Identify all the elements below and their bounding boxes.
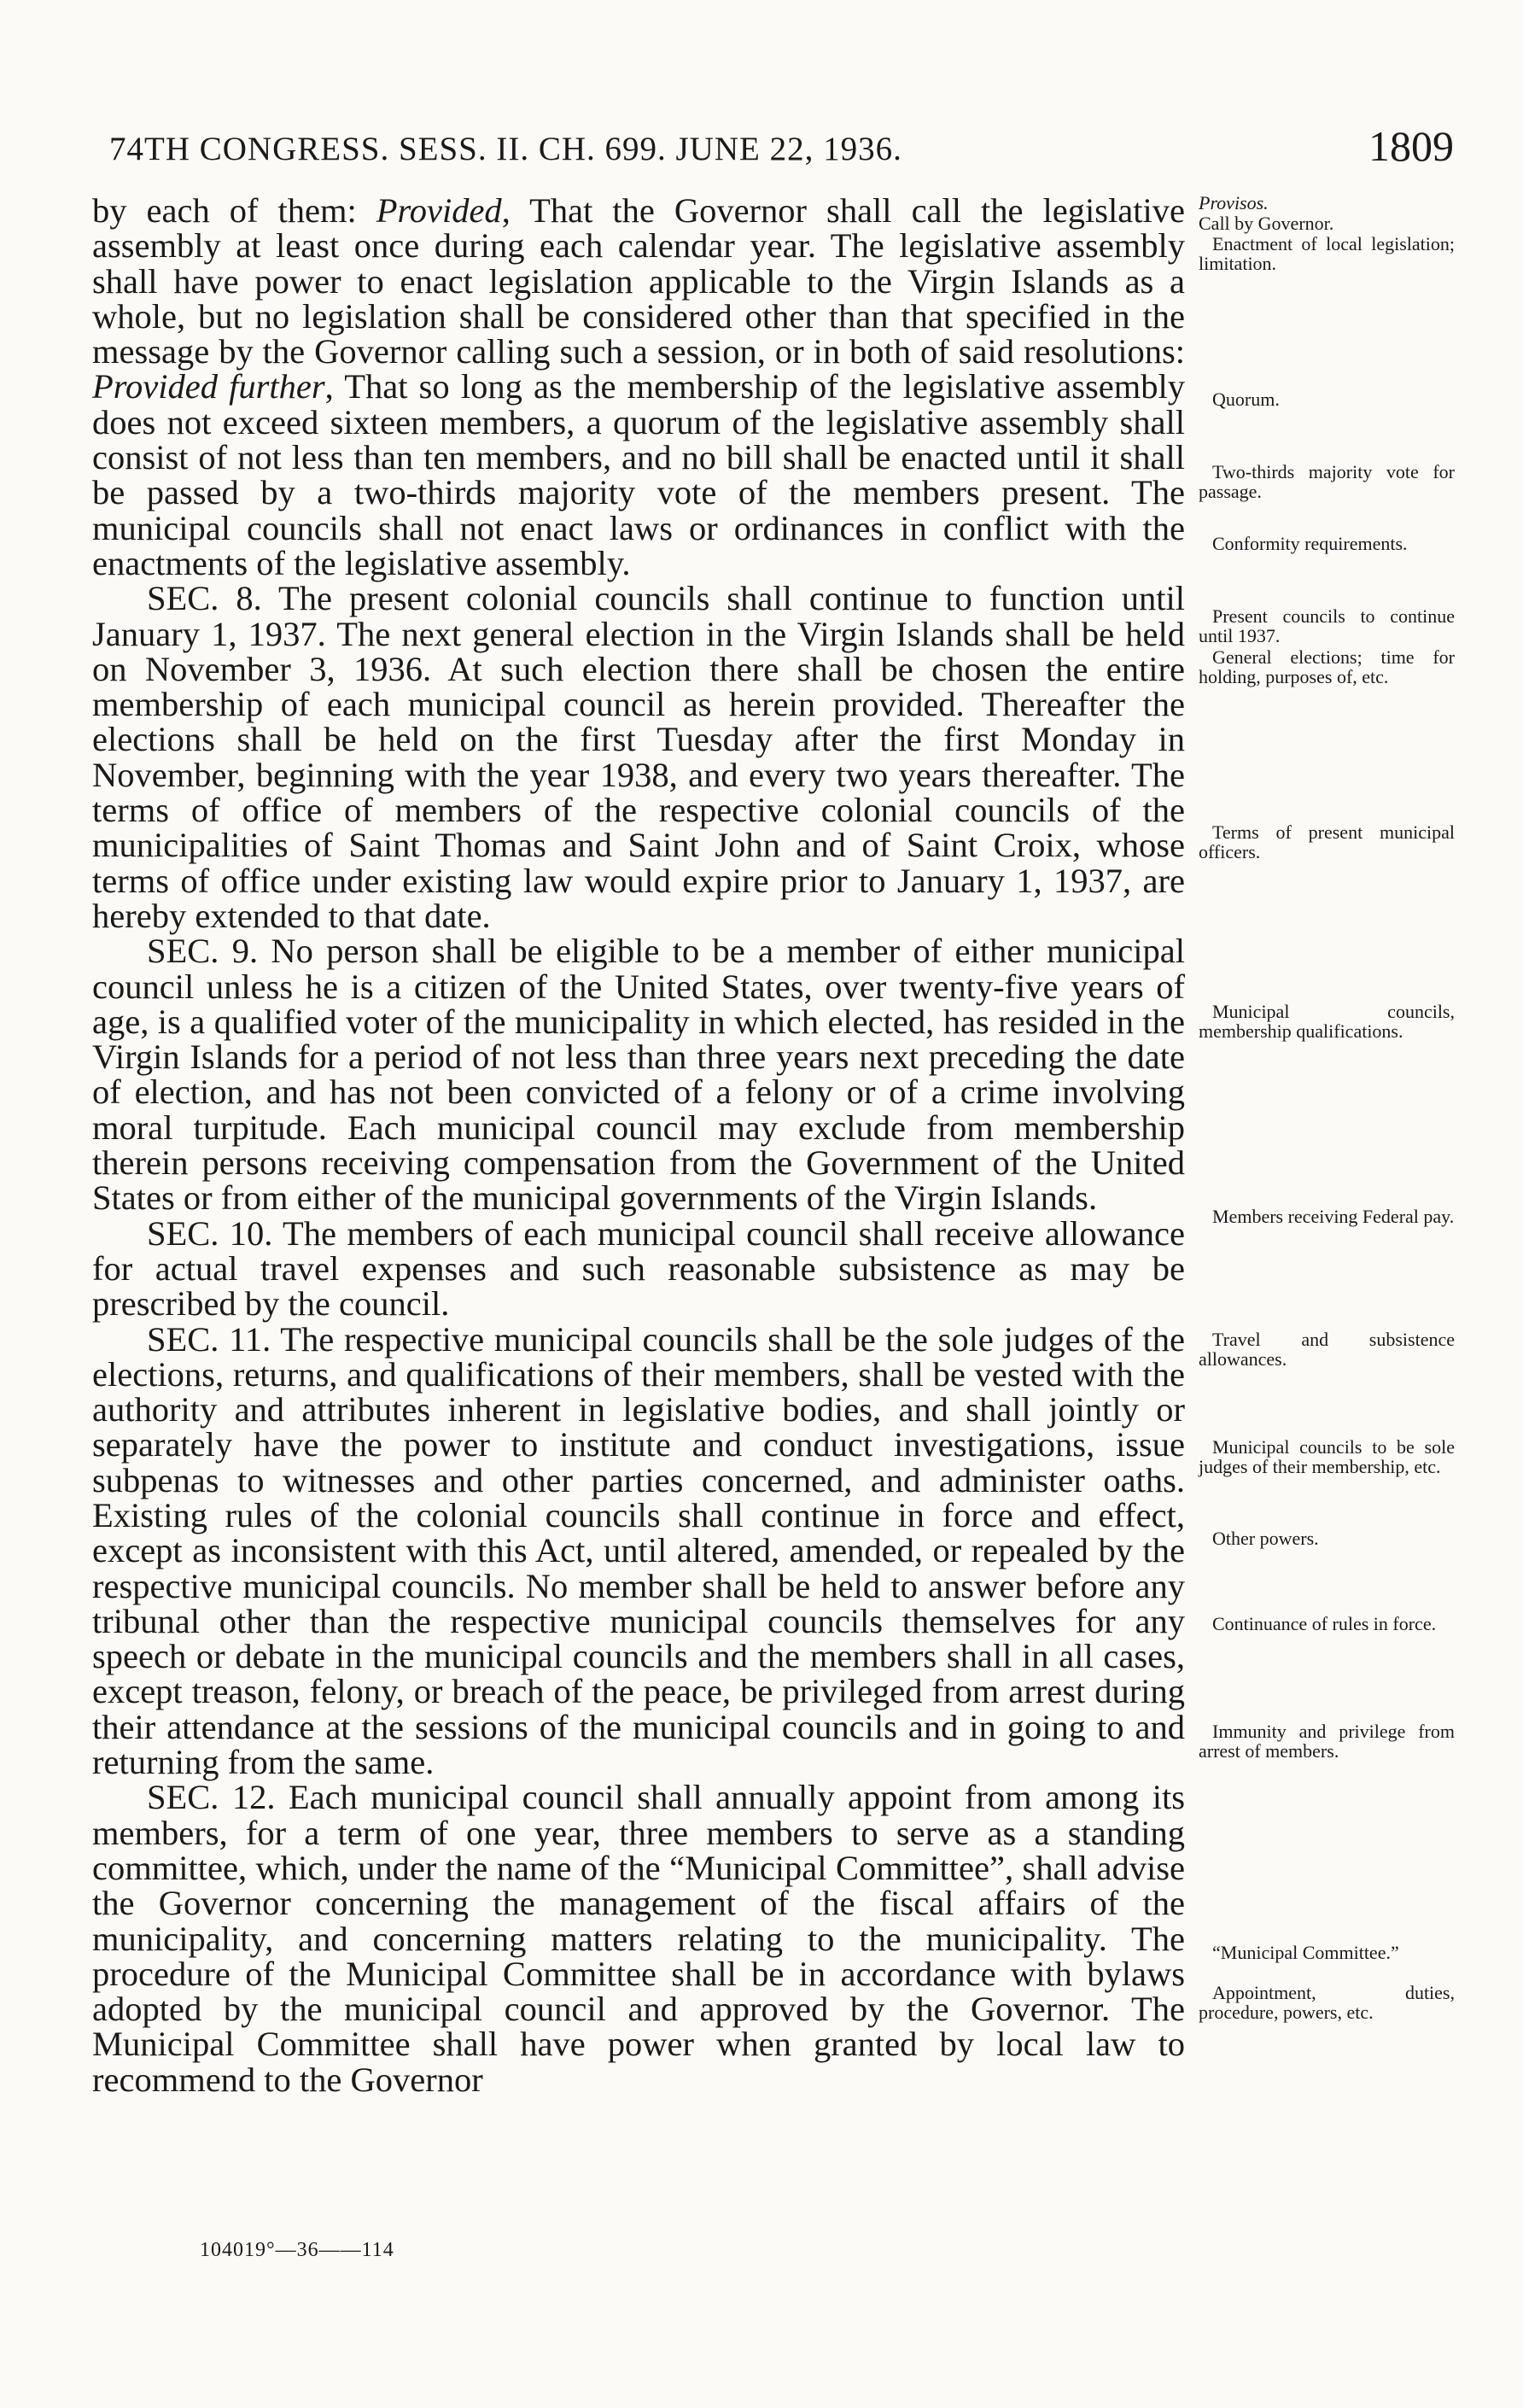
margin-note-enactment: Enactment of local legislation; limitation. xyxy=(1199,233,1455,274)
print-code: 104019°—36——114 xyxy=(200,2239,394,2261)
margin-note-quorum: Quorum. xyxy=(1212,389,1280,410)
running-head: 74TH CONGRESS. SESS. II. CH. 699. JUNE 22, 1936. xyxy=(109,131,902,167)
margin-note-membership-qualifications: Municipal councils, membership qualifications. xyxy=(1199,1001,1455,1042)
running-header xyxy=(109,121,1454,190)
margin-note-sole-judges: Municipal councils to be sole judges of their membership, etc. xyxy=(1199,1436,1455,1477)
paragraph: SEC. 8. The present colonial councils shall continue to function until January 1, 1937. The next general election in the Virgin Islands shall be held on November 3, 1936. At such election there shall be chosen the entire membership of each municipal council as herein provided. Thereafter the elections shall be held on the first Tuesday after the first Monday in November, beginning with the year 1938, and every two years thereafter. The terms of office of members of the respective colonial councils of the municipalities of Saint Thomas and Saint John and of Saint Croix, whose terms of office under existing law would expire prior to January 1, 1937, are hereby extended to that date. xyxy=(92,579,1185,935)
margin-note-present-councils: Present councils to continue until 1937. xyxy=(1199,605,1455,646)
margin-note-conformity: Conformity requirements. xyxy=(1212,533,1408,554)
margin-note-federal-pay: Members receiving Federal pay. xyxy=(1212,1206,1455,1227)
paragraph: SEC. 11. The respective municipal councils shall be the sole judges of the elections, returns, and qualifications of their members, shall be vested with the authority and attributes inherent in legislative bodies, and shall jointly or separately have the power to institute and conduct investigations, issue subpenas to witnesses and other parties concerned, and administer oaths. Existing rules of the colonial councils shall continue in force and effect, except as inconsistent with this Act, until altered, amended, or repealed by the respective municipal councils. No member shall be held to answer before any tribunal other than the respective municipal councils themselves for any speech or debate in the municipal councils and the members shall in all cases, except treason, felony, or breach of the peace, be privileged from arrest during their attendance at the sessions of the municipal councils and in going to and returning from the same. xyxy=(92,1319,1185,1782)
page-number: 1809 xyxy=(1368,122,1454,170)
paragraph: SEC. 12. Each municipal council shall annually appoint from among its members, for a term of one year, three members to serve as a standing committee, which, under the name of the “Municipal Committee”, shall advise the Governor concerning the management of the fiscal affairs of the municipality, and concerning matters relating to the municipality. The procedure of the Municipal Committee shall be in accordance with bylaws adopted by the municipal council and approved by the Governor. The Municipal Committee shall have power when granted by local law to recommend to the Governor xyxy=(92,1778,1185,2099)
margin-note-municipal-committee: “Municipal Committee.” xyxy=(1212,1942,1399,1963)
margin-note-appointment: Appointment, duties, procedure, powers, etc. xyxy=(1199,1982,1455,2023)
margin-note-general-elections: General elections; time for holding, purposes of, etc. xyxy=(1199,646,1455,687)
margin-note-terms-of-office: Terms of present municipal officers. xyxy=(1199,821,1455,862)
margin-note-two-thirds: Two-thirds majority vote for passage. xyxy=(1199,461,1455,502)
paragraph: SEC. 10. The members of each municipal council shall receive allowance for actual travel expenses and such reasonable subsistence as may be prescribed by the council. xyxy=(92,1213,1185,1324)
paragraph: by each of them: Provided, That the Governor shall call the legislative assembly at least once during each calendar year. The legislative assembly shall have power to enact legislation applicable to the Virgin Islands as a whole, but no legislation shall be considered other than that specified in the message by the Governor calling such a session, or in both of said resolutions: Provided further, That so long as the membership of the legislative assembly does not exceed sixteen members, a quorum of the legislative assembly shall consist of not less than ten members, and no bill shall be enacted until it shall be passed by a two-thirds majority vote of the members present. The municipal councils shall not enact laws or ordinances in conflict with the enactments of the legislative assembly. xyxy=(92,191,1186,582)
paragraph: SEC. 9. No person shall be eligible to be a member of either municipal council unless he is a citizen of the United States, over twenty-five years of age, is a qualified voter of the municipality in which elected, has resided in the Virgin Islands for a period of not less than three years next preceding the date of election, and has not been convicted of a felony or of a crime involving moral turpitude. Each municipal council may exclude from membership therein persons receiving compensation from the Government of the United States or from either of the municipal governments of the Virgin Islands. xyxy=(92,932,1185,1218)
margin-note-call-by-governor: Call by Governor. xyxy=(1199,213,1334,234)
margin-note-allowances: Travel and subsistence allowances. xyxy=(1199,1329,1455,1370)
margin-note-continuance: Continuance of rules in force. xyxy=(1212,1613,1437,1634)
margin-note-provisos: Provisos. xyxy=(1199,192,1269,213)
margin-note-immunity: Immunity and privilege from arrest of members. xyxy=(1199,1721,1455,1762)
margin-note-other-powers: Other powers. xyxy=(1212,1528,1319,1549)
statute-text xyxy=(92,193,1185,2097)
